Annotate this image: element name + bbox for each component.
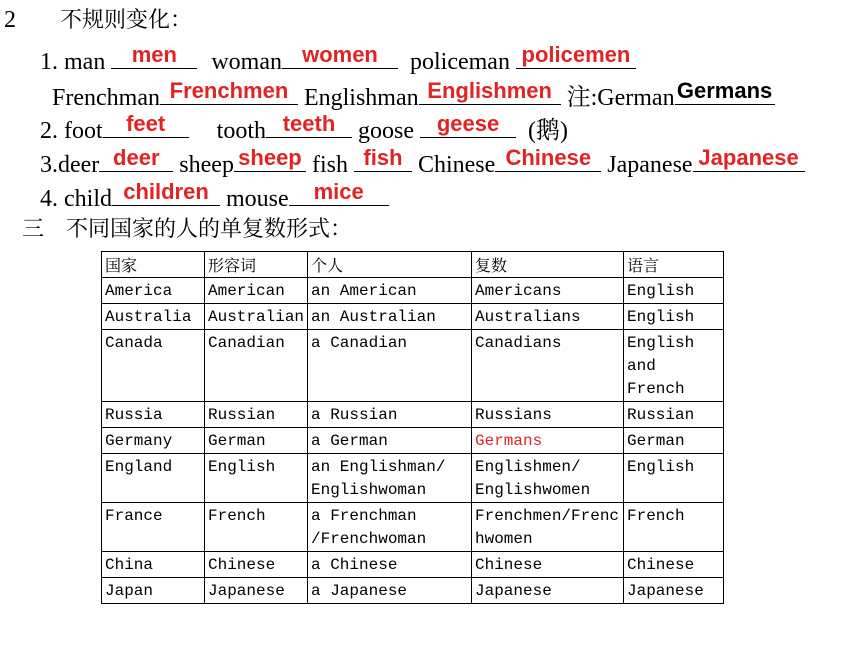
word-japanese: Japanese bbox=[607, 152, 693, 178]
cell-plural: Canadians bbox=[472, 330, 624, 402]
answer-frenchmen: Frenchmen bbox=[169, 78, 289, 103]
header-country: 国家 bbox=[102, 252, 205, 278]
cell-language: French bbox=[624, 503, 724, 552]
table-row bbox=[102, 304, 724, 330]
header-plural: 复数 bbox=[472, 252, 624, 278]
item-prefix: 1. bbox=[40, 49, 58, 75]
cell-country: Germany bbox=[102, 428, 205, 454]
cell-plural: Chinese bbox=[472, 552, 624, 578]
table-row bbox=[102, 278, 724, 304]
cell-country: France bbox=[102, 503, 205, 552]
answer-blank bbox=[266, 113, 352, 138]
answer-chinese: Chinese bbox=[505, 145, 592, 170]
answer-blank bbox=[103, 113, 189, 138]
cell-adjective: Chinese bbox=[205, 552, 308, 578]
table-row bbox=[102, 402, 724, 428]
table-row bbox=[102, 330, 724, 402]
cell-country: Canada bbox=[102, 330, 205, 402]
answer-blank bbox=[693, 147, 805, 172]
answer-sheep: sheep bbox=[238, 145, 302, 170]
cell-person: an American bbox=[308, 278, 472, 304]
cell-language: Chinese bbox=[624, 552, 724, 578]
section-2-heading bbox=[4, 6, 192, 35]
answer-englishmen: Englishmen bbox=[427, 78, 552, 103]
cell-adjective: French bbox=[205, 503, 308, 552]
cell-country: Russia bbox=[102, 402, 205, 428]
answer-women: women bbox=[302, 42, 378, 67]
cell-language: English and French bbox=[624, 330, 724, 402]
cell-language: English bbox=[624, 278, 724, 304]
word-goose: goose bbox=[358, 118, 415, 144]
cell-plural: Englishmen/ Englishwomen bbox=[472, 454, 624, 503]
cell-plural: Americans bbox=[472, 278, 624, 304]
header-adjective: 形容词 bbox=[205, 252, 308, 278]
word-fish: fish bbox=[311, 152, 348, 178]
word-frenchman: Frenchman bbox=[52, 85, 160, 111]
cell-language: English bbox=[624, 454, 724, 503]
answer-mice: mice bbox=[313, 179, 364, 204]
cell-person: an Australian bbox=[308, 304, 472, 330]
cell-language: Japanese bbox=[624, 578, 724, 604]
cell-adjective: Russian bbox=[205, 402, 308, 428]
cell-person: a Frenchman /Frenchwoman bbox=[308, 503, 472, 552]
table-row bbox=[102, 454, 724, 503]
cell-adjective: Canadian bbox=[205, 330, 308, 402]
word-englishman: Englishman bbox=[303, 85, 419, 111]
cell-person: a German bbox=[308, 428, 472, 454]
section-number: 三 bbox=[22, 217, 45, 242]
cell-person: a Canadian bbox=[308, 330, 472, 402]
table-row bbox=[102, 578, 724, 604]
answer-geese: geese bbox=[436, 111, 500, 136]
item-prefix: 4. bbox=[40, 186, 58, 212]
cell-plural: Russians bbox=[472, 402, 624, 428]
answer-men: men bbox=[131, 42, 177, 67]
cell-language: German bbox=[624, 428, 724, 454]
cell-plural: Japanese bbox=[472, 578, 624, 604]
cell-country: Australia bbox=[102, 304, 205, 330]
cell-adjective: German bbox=[205, 428, 308, 454]
cell-country: China bbox=[102, 552, 205, 578]
table-header-row bbox=[102, 252, 724, 278]
header-person: 个人 bbox=[308, 252, 472, 278]
cell-person: a Japanese bbox=[308, 578, 472, 604]
table-row bbox=[102, 552, 724, 578]
answer-blank bbox=[282, 44, 398, 69]
word-deer: deer bbox=[58, 152, 100, 178]
word-mouse: mouse bbox=[226, 186, 289, 212]
cell-adjective: English bbox=[205, 454, 308, 503]
answer-fish: fish bbox=[363, 145, 403, 170]
cell-language: English bbox=[624, 304, 724, 330]
header-language: 语言 bbox=[624, 252, 724, 278]
item-prefix: 3. bbox=[40, 152, 58, 178]
section-3-heading bbox=[22, 216, 352, 244]
answer-blank bbox=[112, 181, 220, 206]
answer-blank bbox=[234, 147, 306, 172]
nationality-table bbox=[101, 251, 724, 604]
exercise-line-1 bbox=[40, 44, 636, 76]
answer-blank bbox=[495, 147, 601, 172]
item-prefix: 2. bbox=[40, 118, 58, 144]
answer-feet: feet bbox=[126, 111, 166, 136]
answer-blank bbox=[516, 44, 636, 69]
exercise-line-1b bbox=[52, 80, 775, 112]
answer-blank bbox=[420, 113, 516, 138]
answer-blank bbox=[160, 80, 298, 105]
section-title: 不规则变化： bbox=[60, 8, 193, 33]
note-german: 注:German bbox=[566, 85, 675, 111]
word-man: man bbox=[64, 49, 106, 75]
answer-blank bbox=[99, 147, 173, 172]
word-sheep: sheep bbox=[179, 152, 234, 178]
section-title: 不同国家的人的单复数形式： bbox=[66, 217, 353, 242]
exercise-line-2 bbox=[40, 113, 568, 145]
cell-person: a Chinese bbox=[308, 552, 472, 578]
section-number: 2 bbox=[4, 7, 16, 33]
answer-blank bbox=[675, 80, 775, 105]
cell-person: a Russian bbox=[308, 402, 472, 428]
cell-plural-highlight: Germans bbox=[472, 428, 624, 454]
word-child: child bbox=[64, 186, 112, 212]
answer-blank bbox=[289, 181, 389, 206]
cell-language: Russian bbox=[624, 402, 724, 428]
exercise-line-3 bbox=[40, 147, 805, 179]
word-policeman: policeman bbox=[409, 49, 510, 75]
cell-person: an Englishman/ Englishwoman bbox=[308, 454, 472, 503]
cell-adjective: Japanese bbox=[205, 578, 308, 604]
cell-plural: Frenchmen/Frenchwomen bbox=[472, 503, 624, 552]
answer-blank bbox=[111, 44, 197, 69]
table-row bbox=[102, 503, 724, 552]
word-chinese: Chinese bbox=[417, 152, 496, 178]
word-tooth: tooth bbox=[216, 118, 267, 144]
cell-adjective: Australian bbox=[205, 304, 308, 330]
table-row bbox=[102, 428, 724, 454]
answer-blank bbox=[354, 147, 412, 172]
cell-adjective: American bbox=[205, 278, 308, 304]
word-woman: woman bbox=[211, 49, 282, 75]
exercise-line-4 bbox=[40, 181, 389, 213]
answer-blank bbox=[419, 80, 561, 105]
answer-teeth: teeth bbox=[282, 111, 336, 136]
cell-country: America bbox=[102, 278, 205, 304]
cell-plural: Australians bbox=[472, 304, 624, 330]
answer-children: children bbox=[123, 179, 209, 204]
answer-policemen: policemen bbox=[521, 42, 631, 67]
word-foot: foot bbox=[64, 118, 103, 144]
cell-country: Japan bbox=[102, 578, 205, 604]
cell-country: England bbox=[102, 454, 205, 503]
answer-japanese: Japanese bbox=[698, 145, 799, 170]
gloss-goose: (鹅) bbox=[528, 118, 568, 144]
answer-deer: deer bbox=[113, 145, 160, 170]
answer-germans: Germans bbox=[676, 78, 773, 103]
